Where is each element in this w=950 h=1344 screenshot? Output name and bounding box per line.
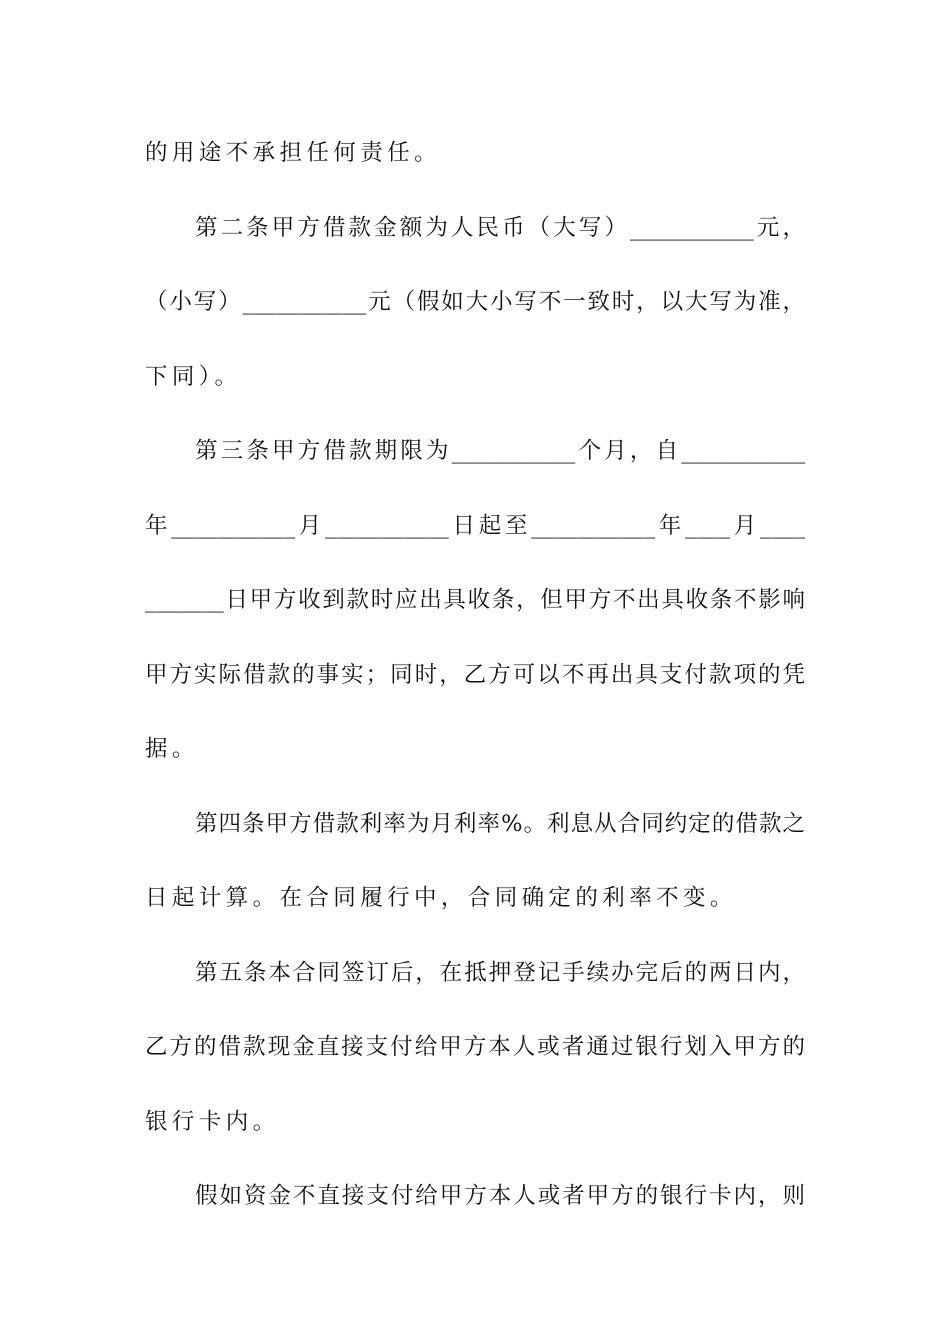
text-line: 的用途不承担任何责任。 xyxy=(145,140,441,166)
text-line: 第三条甲方借款期限为___________个月，自___________ xyxy=(195,438,805,464)
text-line: 甲方实际借款的事实；同时，乙方可以不再出具支付款项的凭 xyxy=(145,662,805,688)
text-line: 年___________月___________日起至___________年____月____ xyxy=(145,513,805,539)
text-line: 银行卡内。 xyxy=(145,1109,280,1135)
text-line: （小写）___________元（假如大小写不一致时，以大写为准， xyxy=(145,289,805,315)
text-line: 日起计算。在合同履行中，合同确定的利率不变。 xyxy=(145,885,737,911)
text-line: _______日甲方收到款时应出具收条，但甲方不出具收条不影响 xyxy=(145,587,805,613)
text-line: 据。 xyxy=(145,736,199,762)
text-line: 假如资金不直接支付给甲方本人或者甲方的银行卡内，则 xyxy=(195,1183,805,1209)
text-line: 第五条本合同签订后，在抵押登记手续办完后的两日内， xyxy=(195,960,805,986)
text-line: 第四条甲方借款利率为月利率%。利息从合同约定的借款之 xyxy=(195,811,805,837)
text-line: 下同）。 xyxy=(145,364,242,390)
text-line: 第二条甲方借款金额为人民币（大写）___________元， xyxy=(195,215,805,241)
text-line: 乙方的借款现金直接支付给甲方本人或者通过银行划入甲方的 xyxy=(145,1034,805,1060)
